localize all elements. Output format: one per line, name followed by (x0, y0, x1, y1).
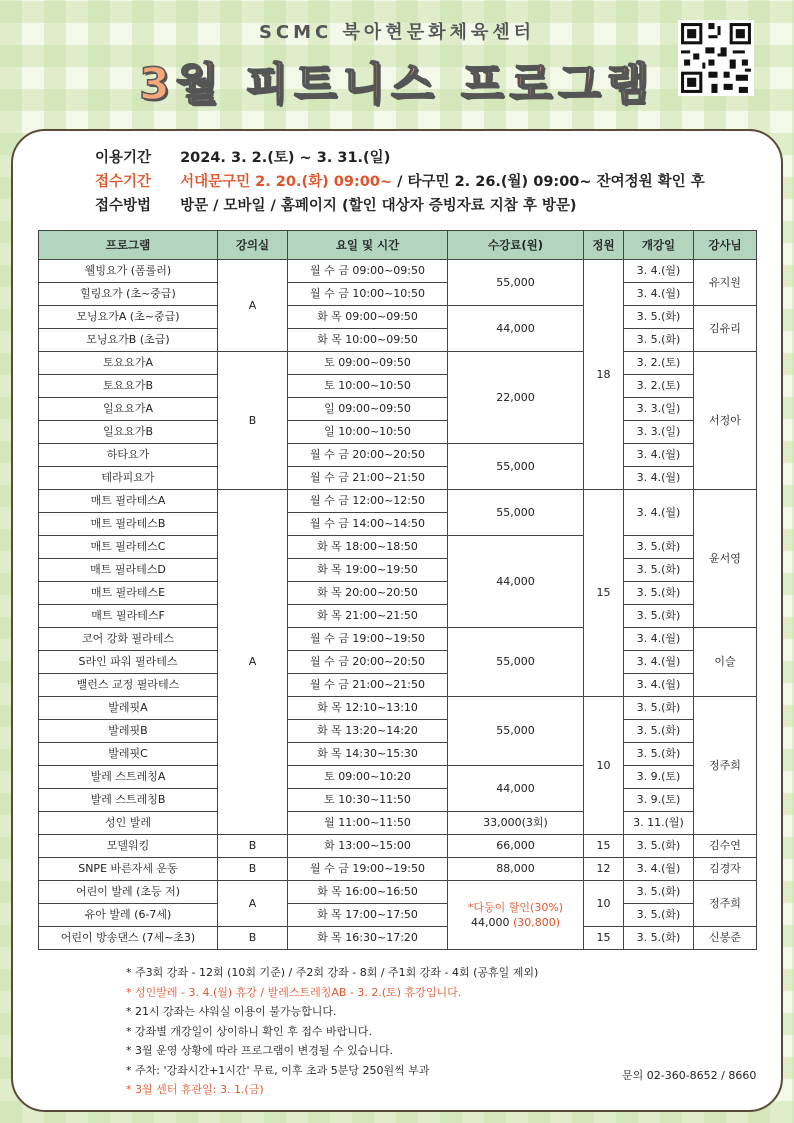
program-cell: 유아 발레 (6-7세) (39, 904, 218, 927)
start-cell: 3. 4.(월) (624, 467, 694, 490)
col-program: 프로그램 (39, 231, 218, 260)
col-fee: 수강료(원) (448, 231, 584, 260)
period-label: 이용기간 (95, 150, 152, 166)
start-cell: 3. 4.(월) (624, 628, 694, 651)
start-cell: 3. 5.(화) (624, 605, 694, 628)
start-cell: 3. 5.(화) (624, 306, 694, 329)
table-row (39, 628, 757, 651)
teacher-cell: 이슬 (694, 628, 757, 697)
table-row (39, 651, 757, 674)
period-value: 2024. 3. 2.(토) ~ 3. 31.(일) (180, 150, 391, 166)
table-row (39, 536, 757, 559)
start-cell: 3. 5.(화) (624, 904, 694, 927)
program-cell: S라인 파워 필라테스 (39, 651, 218, 674)
teacher-cell: 정주희 (694, 881, 757, 927)
start-cell: 3. 5.(화) (624, 329, 694, 352)
fee-cell: 66,000 (448, 835, 584, 858)
time-cell: 월 수 금 20:00~20:50 (288, 651, 448, 674)
start-cell: 3. 4.(월) (624, 858, 694, 881)
time-cell: 화 목 18:00~18:50 (288, 536, 448, 559)
page-title: 3월 피트니스 프로그램 (139, 59, 655, 110)
table-row (39, 260, 757, 283)
fee-cell: 44,000 (448, 306, 584, 352)
start-cell: 3. 4.(월) (624, 651, 694, 674)
program-table (38, 230, 757, 950)
start-cell: 3. 2.(토) (624, 375, 694, 398)
program-cell: 발레핏A (39, 697, 218, 720)
col-capacity: 정원 (584, 231, 624, 260)
start-cell: 3. 5.(화) (624, 559, 694, 582)
teacher-cell: 김경자 (694, 858, 757, 881)
reception-resident: 서대문구민 2. 20.(화) 09:00~ (180, 174, 393, 190)
fee-cell: 55,000 (448, 628, 584, 697)
teacher-cell: 윤서영 (694, 490, 757, 628)
note-item: * 3월 운영 상황에 따라 프로그램이 변경될 수 있습니다. (126, 1044, 394, 1057)
time-cell: 토 09:00~09:50 (288, 352, 448, 375)
start-cell: 3. 4.(월) (624, 444, 694, 467)
program-cell: 힐링요가 (초~중급) (39, 283, 218, 306)
table-header-row (39, 231, 757, 260)
capacity-cell: 15 (584, 490, 624, 697)
program-cell: 발레 스트레칭A (39, 766, 218, 789)
room-cell: A (218, 881, 288, 927)
fee-cell: 55,000 (448, 490, 584, 536)
start-cell: 3. 2.(토) (624, 352, 694, 375)
teacher-cell: 유지원 (694, 260, 757, 306)
start-cell: 3. 3.(일) (624, 421, 694, 444)
method-value: 방문 / 모바일 / 홈페이지 (할인 대상자 증빙자료 지참 후 방문) (180, 198, 577, 214)
program-cell: 코어 강화 필라테스 (39, 628, 218, 651)
program-cell: 어린이 발레 (초등 저) (39, 881, 218, 904)
start-cell: 3. 5.(화) (624, 881, 694, 904)
time-cell: 월 11:00~11:50 (288, 812, 448, 835)
start-cell: 3. 5.(화) (624, 582, 694, 605)
table-row (39, 398, 757, 421)
time-cell: 월 수 금 21:00~21:50 (288, 467, 448, 490)
capacity-cell: 10 (584, 881, 624, 927)
table-row (39, 674, 757, 697)
col-room: 강의실 (218, 231, 288, 260)
capacity-cell: 18 (584, 260, 624, 490)
start-cell: 3. 5.(화) (624, 536, 694, 559)
program-cell: 어린이 방송댄스 (7세~초3) (39, 927, 218, 950)
time-cell: 월 수 금 12:00~12:50 (288, 490, 448, 513)
time-cell: 화 목 19:00~19:50 (288, 559, 448, 582)
table-row (39, 490, 757, 513)
time-cell: 월 수 금 14:00~14:50 (288, 513, 448, 536)
program-cell: 모닝요가A (초~중급) (39, 306, 218, 329)
table-row (39, 444, 757, 467)
room-cell: B (218, 858, 288, 881)
note-item: * 21시 강좌는 샤워실 이용이 불가능합니다. (126, 1005, 337, 1018)
program-cell: 성인 발레 (39, 812, 218, 835)
table-row (39, 352, 757, 375)
table-row (39, 766, 757, 789)
time-cell: 화 목 10:00~09:50 (288, 329, 448, 352)
note-item: * 강좌별 개강일이 상이하니 확인 후 접수 바랍니다. (126, 1024, 372, 1038)
note-item: * 3월 센터 휴관일: 3. 1.(금) (126, 1083, 264, 1096)
capacity-cell: 15 (584, 835, 624, 858)
program-cell: 모닝요가B (초급) (39, 329, 218, 352)
reception-other: 타구민 2. 26.(월) 09:00~ 잔여정원 확인 후 (407, 174, 705, 190)
info-period (95, 146, 705, 170)
table-row (39, 904, 757, 927)
time-cell: 화 목 16:30~17:20 (288, 927, 448, 950)
program-cell: 밸런스 교정 필라테스 (39, 674, 218, 697)
fee-cell: 55,000 (448, 444, 584, 490)
time-cell: 화 목 20:00~20:50 (288, 582, 448, 605)
discount-note: *다둥이 할인(30%) (467, 901, 564, 914)
table-row (39, 559, 757, 582)
teacher-cell: 서정아 (694, 352, 757, 490)
teacher-cell: 김수연 (694, 835, 757, 858)
program-cell: SNPE 바른자세 운동 (39, 858, 218, 881)
program-cell: 발레 스트레칭B (39, 789, 218, 812)
start-cell: 3. 5.(화) (624, 743, 694, 766)
note-item: * 주3회 강좌 - 12회 (10회 기준) / 주2회 강좌 - 8회 / 주1회 강좌 - 4회 (공휴일 제외) (126, 966, 539, 979)
time-cell: 월 수 금 21:00~21:50 (288, 674, 448, 697)
program-cell: 테라피요가 (39, 467, 218, 490)
program-cell: 매트 필라테스C (39, 536, 218, 559)
time-cell: 월 수 금 19:00~19:50 (288, 858, 448, 881)
col-start: 개강일 (624, 231, 694, 260)
teacher-cell: 정주희 (694, 697, 757, 835)
time-cell: 화 목 12:10~13:10 (288, 697, 448, 720)
fee-regular: 44,000 (470, 916, 510, 929)
table-row (39, 743, 757, 766)
fee-cell: 55,000 (448, 260, 584, 306)
room-cell: B (218, 927, 288, 950)
time-cell: 토 09:00~10:20 (288, 766, 448, 789)
table-row (39, 329, 757, 352)
contact-info: 문의 02-360-8652 / 8660 (622, 1069, 757, 1082)
start-cell: 3. 4.(월) (624, 490, 694, 536)
program-cell: 매트 필라테스B (39, 513, 218, 536)
fee-cell: 44,000 (448, 536, 584, 628)
table-row (39, 789, 757, 812)
program-cell: 매트 필라테스F (39, 605, 218, 628)
info-method (95, 194, 705, 218)
program-cell: 발레핏C (39, 743, 218, 766)
start-cell: 3. 3.(일) (624, 398, 694, 421)
time-cell: 월 수 금 10:00~10:50 (288, 283, 448, 306)
time-cell: 토 10:00~10:50 (288, 375, 448, 398)
start-cell: 3. 4.(월) (624, 283, 694, 306)
start-cell: 3. 5.(화) (624, 697, 694, 720)
info-reception (95, 170, 705, 194)
time-cell: 월 수 금 20:00~20:50 (288, 444, 448, 467)
note-item: * 성인발레 - 3. 4.(월) 휴강 / 발레스트레칭AB - 3. 2.(토) 휴강입니다. (126, 985, 462, 999)
time-cell: 월 수 금 09:00~09:50 (288, 260, 448, 283)
time-cell: 일 10:00~10:50 (288, 421, 448, 444)
fee-cell: 33,000(3회) (448, 812, 584, 835)
table-row (39, 375, 757, 398)
time-cell: 화 목 17:00~17:50 (288, 904, 448, 927)
start-cell: 3. 4.(월) (624, 674, 694, 697)
time-cell: 화 목 14:30~15:30 (288, 743, 448, 766)
discount-fee (448, 915, 583, 930)
time-cell: 화 13:00~15:00 (288, 835, 448, 858)
capacity-cell: 15 (584, 927, 624, 950)
capacity-cell: 10 (584, 697, 624, 835)
table-row (39, 812, 757, 835)
room-cell: B (218, 352, 288, 490)
table-row (39, 306, 757, 329)
table-row (39, 927, 757, 950)
start-cell: 3. 5.(화) (624, 927, 694, 950)
time-cell: 화 목 16:00~16:50 (288, 881, 448, 904)
start-cell: 3. 5.(화) (624, 835, 694, 858)
table-row (39, 697, 757, 720)
fee-cell (448, 881, 584, 950)
time-cell: 화 목 09:00~09:50 (288, 306, 448, 329)
fee-cell: 22,000 (448, 352, 584, 444)
time-cell: 월 수 금 19:00~19:50 (288, 628, 448, 651)
qr-code-icon[interactable] (678, 20, 754, 96)
table-row (39, 720, 757, 743)
start-cell: 3. 4.(월) (624, 260, 694, 283)
program-cell: 매트 필라테스E (39, 582, 218, 605)
program-cell: 매트 필라테스A (39, 490, 218, 513)
program-cell: 하타요가 (39, 444, 218, 467)
col-time: 요일 및 시간 (288, 231, 448, 260)
time-cell: 일 09:00~09:50 (288, 398, 448, 421)
program-cell: 웰빙요가 (폼롤러) (39, 260, 218, 283)
room-cell: A (218, 260, 288, 352)
notes-list (126, 963, 538, 1100)
program-cell: 발레핏B (39, 720, 218, 743)
program-cell: 일요요가B (39, 421, 218, 444)
fee-cell: 44,000 (448, 766, 584, 812)
program-cell: 모델워킹 (39, 835, 218, 858)
table-row (39, 467, 757, 490)
info-block (95, 146, 705, 218)
time-cell: 화 목 21:00~21:50 (288, 605, 448, 628)
table-row (39, 582, 757, 605)
fee-cell: 88,000 (448, 858, 584, 881)
table-row (39, 858, 757, 881)
table-row (39, 283, 757, 306)
program-cell: 일요요가A (39, 398, 218, 421)
time-cell: 토 10:30~11:50 (288, 789, 448, 812)
time-cell: 화 목 13:20~14:20 (288, 720, 448, 743)
room-cell: A (218, 490, 288, 835)
start-cell: 3. 11.(월) (624, 812, 694, 835)
start-cell: 3. 5.(화) (624, 720, 694, 743)
method-label: 접수방법 (95, 198, 152, 214)
program-cell: 토요요가A (39, 352, 218, 375)
table-row (39, 605, 757, 628)
table-row (39, 835, 757, 858)
reception-separator: / (397, 174, 403, 190)
teacher-cell: 신봉준 (694, 927, 757, 950)
program-cell: 매트 필라테스D (39, 559, 218, 582)
start-cell: 3. 9.(토) (624, 766, 694, 789)
fee-discounted: (30,800) (512, 916, 561, 929)
teacher-cell: 김유리 (694, 306, 757, 352)
note-item: * 주차: '강좌시간+1시간' 무료, 이후 초과 5분당 250원씩 부과 (126, 1063, 430, 1077)
table-row (39, 881, 757, 904)
reception-label: 접수기간 (95, 174, 152, 190)
start-cell: 3. 9.(토) (624, 789, 694, 812)
program-cell: 토요요가B (39, 375, 218, 398)
table-row (39, 421, 757, 444)
room-cell: B (218, 835, 288, 858)
fee-cell: 55,000 (448, 697, 584, 766)
col-teacher: 강사님 (694, 231, 757, 260)
capacity-cell: 12 (584, 858, 624, 881)
center-name: SCMC 북아현문화체육센터 (258, 22, 536, 43)
